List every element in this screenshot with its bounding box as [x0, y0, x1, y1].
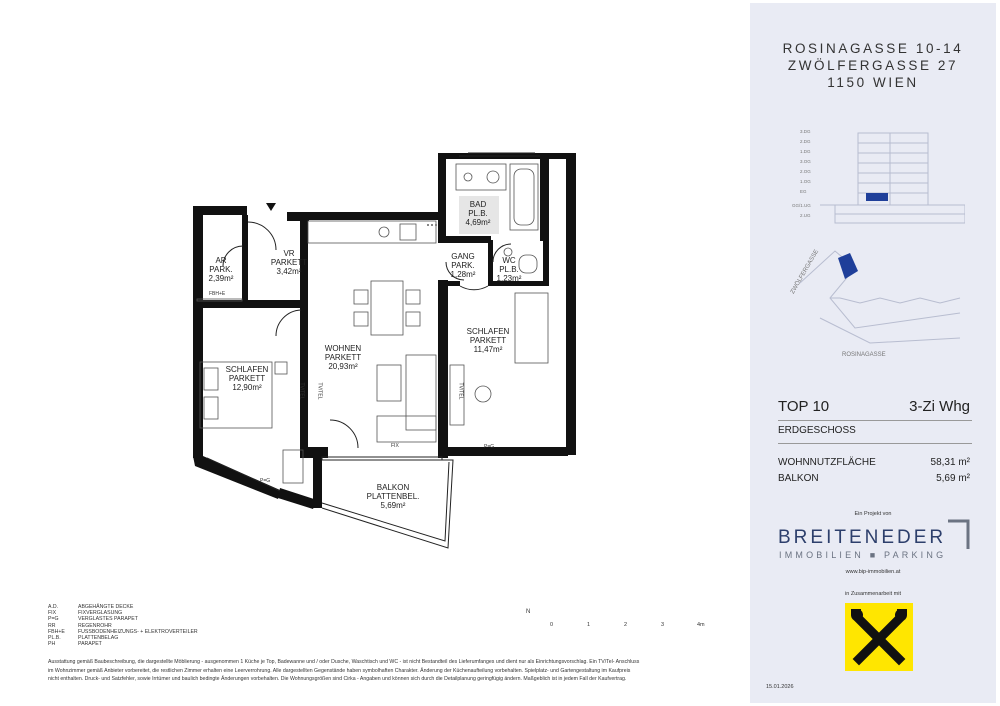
- wall: [278, 488, 317, 509]
- door-swing: [276, 310, 301, 336]
- wall: [193, 206, 203, 458]
- project-by-text: Ein Projekt von: [854, 511, 892, 517]
- scale-label: 4m: [697, 622, 705, 628]
- room-label-wc: WC PL.B. 1,23m²: [496, 256, 522, 283]
- building-section-diagram: [790, 121, 965, 231]
- dining-table: [371, 281, 403, 335]
- brand-subtitle: IMMOBILIEN ■ PARKING: [779, 550, 947, 560]
- wall: [448, 447, 568, 456]
- tvtel-mark: TV/TEL: [298, 382, 305, 400]
- unit-highlight-section: [866, 193, 888, 201]
- room-label-bad: BAD PL.B. 4,69m²: [465, 200, 491, 227]
- address-line-2: ZWÖLFERGASSE 27: [787, 58, 959, 73]
- pg-mark: P=G: [260, 478, 271, 484]
- tvtel-mark: TV/TEL: [457, 382, 464, 400]
- address-line-3: 1150 WIEN: [827, 75, 919, 90]
- door-swing: [248, 222, 276, 250]
- top-number: TOP 10: [778, 398, 830, 415]
- divider: [778, 420, 972, 421]
- scale-label: 3: [661, 622, 665, 628]
- north-label: N: [526, 609, 531, 615]
- unit-type: 3-Zi Whg: [909, 398, 970, 415]
- door-swing: [330, 420, 358, 448]
- raiffeisen-logo: [845, 603, 913, 671]
- balcony-area-value: 5,69 m²: [936, 473, 970, 484]
- unit-highlight-site: [838, 253, 858, 279]
- room-label-wohnen: WOHNEN PARKETT 20,93m²: [324, 344, 362, 371]
- info-sidebar: ROSINAGASSE 10-14 ZWÖLFERGASSE 27 1150 WIEN 3.DG 2.DG 1.DG 3.OG 2.OG 1.OG EG GG/1.UG 2.UG ZWÖLFERGASSE ROSINAGASSE TOP 10 3-Zi Whg ERDGESCHOSS WOHNNUTZFLÄCHE 58,31 m² BALKON 5,69 m² Ein Projekt von BREITENEDER IMMOBILIEN ■ PARKING www.bip-immobilien.at in Zusammenarbeit mit 15.01.2026: [750, 3, 996, 703]
- scale-label: 0: [550, 622, 554, 628]
- wall: [446, 236, 491, 243]
- fbhe-mark: FBH+E: [209, 291, 226, 297]
- street-label: ZWÖLFERGASSE: [789, 248, 821, 296]
- wall: [438, 153, 446, 243]
- wall: [446, 281, 460, 286]
- entrance-arrow: [266, 203, 276, 211]
- wall: [438, 280, 448, 458]
- scale-label: 2: [624, 622, 628, 628]
- street-label: ROSINAGASSE: [842, 352, 886, 358]
- address-line-1: ROSINAGASSE 10-14: [782, 41, 964, 56]
- room-label-gang: GANG PARK. 1,28m²: [450, 252, 476, 279]
- brand-name: BREITENEDER: [778, 527, 947, 548]
- scale-label: 1: [587, 622, 591, 628]
- pg-mark: P=G: [484, 444, 495, 450]
- breiteneder-logo-frame: [946, 519, 972, 553]
- room-label-schlafen-2: SCHLAFEN PARKETT 11,47m²: [466, 327, 510, 354]
- wall: [540, 159, 549, 241]
- washbasin: [456, 164, 506, 190]
- tvtel-mark: TV/TEL: [316, 382, 323, 400]
- room-label-ar: AR PARK. 2,39m²: [208, 256, 234, 283]
- room-label-schlafen-1: SCHLAFEN PARKETT 12,90m²: [225, 365, 269, 392]
- wall: [242, 215, 248, 301]
- kitchen-counter: [308, 221, 436, 243]
- room-label-balkon: BALKON PLATTENBEL. 5,69m²: [366, 483, 420, 510]
- balcony-floor: [322, 457, 442, 460]
- living-area-label: WOHNNUTZFLÄCHE: [778, 457, 876, 468]
- divider: [778, 443, 972, 444]
- wall: [566, 153, 576, 455]
- bed: [515, 293, 548, 363]
- wall: [543, 240, 549, 286]
- balcony-area-label: BALKON: [778, 473, 819, 484]
- door-swing: [460, 286, 488, 290]
- wall: [308, 212, 440, 220]
- fix-mark: FIX: [391, 443, 399, 449]
- floor-level: ERDGESCHOSS: [778, 425, 856, 436]
- disclaimer-notes: Ausstattung gemäß Baubeschreibung, die dargestellte Möblierung - ausgenommen 1 Küche je Top, Badewanne und / oder Dusche, Waschtisch und WC - ist nicht Bestandteil des Lieferumfanges und dient nur als Einrichtungsvorschlag. Ein TV/Tel- Anschluss im Wohnzimmer gemäß Anbieter vorbereitet, die restlichen Zimmer erhalten eine Leerverrohrung. Alle dargestellten Gegenstände haben symbolhaften Charakter. Änderung der Küchenaufteilung vorbehalten. Spielplatz- und Gartengestaltung im Kaufpreis nicht enthalten. Druck- und Satzfehler, sowie Irrtümer und baulich bedingte Änderungen vorbehalten. Die Wohnungsgrößen sind Cirka - Angaben und können sich durch die Detailplanung geringfügig ändern. Maßgeblich ist in jedem Fall der Kaufvertrag.: [48, 659, 640, 683]
- living-area-value: 58,31 m²: [930, 457, 970, 468]
- sofa: [406, 355, 436, 430]
- document-date: 15.01.2026: [766, 684, 794, 690]
- website-link[interactable]: www.bip-immobilien.at: [845, 569, 901, 575]
- cooperation-text: in Zusammenarbeit mit: [845, 591, 901, 597]
- wall: [193, 206, 247, 215]
- wall: [313, 448, 322, 508]
- room-label-vr: VR PARKETT 3,42m²: [270, 249, 308, 276]
- legend: A.D. ABGEHÄNGTE DECKE FIX FIXVERGLASUNG P=G VERGLASTES PARAPET RR REGENROHR FBH+E FUSSBODENHEIZUNGS- + ELEKTROVERTEILER PL.B. PLATTENBELAG PH PARAPET: [48, 604, 198, 648]
